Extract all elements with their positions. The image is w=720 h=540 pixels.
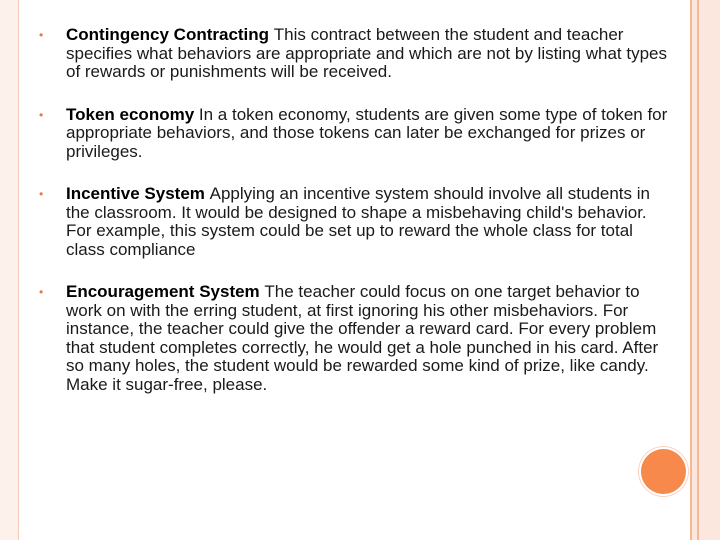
bullet-text: This contract between the student and teacher specifies what behaviors are appropriate and which are not by listing what types of rewards or punishments will be received.: [66, 25, 668, 81]
right-decorative-line: [690, 0, 692, 540]
bullet-item-contingency-contracting: [38, 26, 672, 82]
bullet-text: The teacher could focus on one target behavior to work on with the erring student, at first ignoring his other misbehaviors. For instance, the teacher could give the offender a reward card. For every problem that student completes correctly, he would get a hole punched in his card. After so many holes, the student would be rewarded some kind of prize, like candy. Make it sugar-free, please.: [66, 282, 659, 394]
bullet-icon: •: [39, 107, 44, 122]
bullet-text: In a token economy, students are given some type of token for appropriate behaviors, and those tokens can later be exchanged for prizes or privileges.: [66, 104, 668, 161]
bullet-term: Incentive System: [66, 184, 210, 203]
bullet-icon: •: [39, 285, 44, 299]
bullet-item-incentive-system: [38, 185, 672, 259]
right-decorative-line: [697, 0, 699, 540]
bullet-list: [38, 26, 672, 418]
bullet-item-encouragement-system: [38, 283, 672, 394]
bullet-term: Token economy: [66, 104, 199, 124]
bullet-text: Applying an incentive system should involve all students in the classroom. It would be designed to shape a misbehaving child's behavior. For example, this system could be set up to reward the whole class for total class compliance: [66, 184, 650, 259]
orange-circle-decoration: [641, 449, 686, 494]
left-margin-line: [18, 0, 19, 540]
bullet-term: Encouragement System: [66, 282, 265, 301]
left-margin-band: [0, 0, 18, 540]
bullet-icon: •: [39, 28, 44, 42]
bullet-item-token-economy: [38, 106, 672, 162]
bullet-term: Contingency Contracting: [66, 25, 274, 44]
bullet-icon: •: [39, 187, 44, 201]
